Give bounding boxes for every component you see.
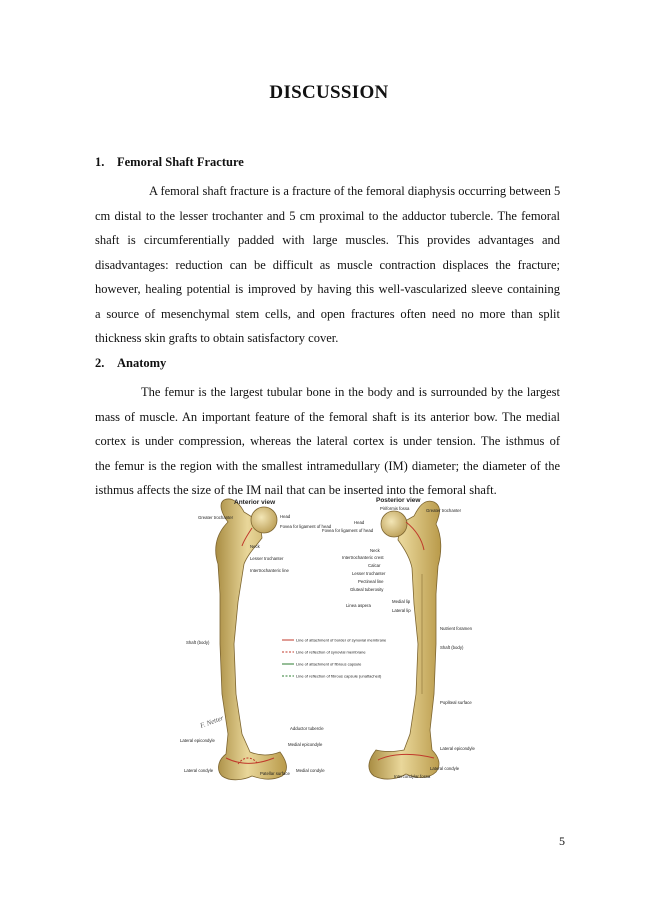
legend-item: Line of reflection of fibrous capsule (unattached)	[296, 673, 382, 679]
paragraph-line: The femur is the largest tubular bone in the body and is surrounded by the largest	[141, 385, 560, 399]
anterior-labels	[180, 514, 332, 776]
paragraph-line: thickness skin grafts to obtain satisfactory cover.	[95, 331, 339, 345]
label-lesser-trochanter-post: Lesser trochanter	[352, 571, 386, 576]
label-greater-trochanter: Greater trochanter	[198, 515, 234, 520]
label-shaft-post: Shaft (body)	[440, 645, 464, 650]
section-number: 2.	[95, 356, 105, 370]
label-medial-condyle: Medial condyle	[296, 768, 325, 773]
section-number: 1.	[95, 155, 105, 169]
label-head-post: Head	[354, 520, 365, 525]
label-linea-aspera: Linea aspera	[346, 603, 371, 608]
anterior-view-title: Anterior view	[234, 499, 276, 506]
legend-item: Line of reflection of synovial membrane	[296, 649, 366, 655]
label-lateral-condyle: Lateral condyle	[184, 768, 214, 773]
label-intercondylar-fossa: Intercondylar fossa	[394, 774, 431, 779]
label-nutrient-foramen: Nutrient foramen	[440, 626, 473, 631]
section-heading-anatomy	[95, 356, 166, 371]
label-lateral-lip: Lateral lip	[392, 608, 411, 613]
label-lateral-condyle-post: Lateral condyle	[430, 766, 460, 771]
anterior-femur	[216, 499, 287, 780]
paragraph-line: A femoral shaft fracture is a fracture of the femoral diaphysis occurring between 5	[149, 184, 561, 198]
label-greater-trochanter-post: Greater trochanter	[426, 508, 462, 513]
legend-item: Line of attachment of fibrous capsule	[296, 661, 362, 667]
label-patellar-surface: Patellar surface	[260, 771, 290, 776]
posterior-view-title: Posterior view	[376, 497, 421, 504]
label-head: Head	[280, 514, 291, 519]
label-lateral-epicondyle: Lateral epicondyle	[180, 738, 215, 743]
netter-signature: F. Netter	[198, 713, 225, 730]
section-heading-text: Femoral Shaft Fracture	[117, 155, 244, 169]
paragraph-line: cortex is under compression, whereas the lateral cortex is under tension. The isthmus of	[95, 434, 560, 448]
femur-illustration	[178, 494, 475, 786]
paragraph-line: disadvantages: reduction can be difficult as muscle contraction displaces the fracture;	[95, 257, 560, 272]
legend-item: Line of attachment of border of synovial membrane	[296, 637, 387, 643]
label-shaft: Shaft (body)	[186, 640, 210, 645]
section-heading-text: Anatomy	[117, 356, 167, 370]
paragraph-line: shaft is circumferentially padded with large muscles. This provides advantages and	[95, 233, 560, 247]
label-medial-epicondyle: Medial epicondyle	[288, 742, 323, 747]
label-neck-post: Neck	[370, 548, 380, 553]
label-neck: Neck	[250, 544, 260, 549]
paragraph-anatomy	[95, 380, 560, 503]
label-pectineal-line: Pectineal line	[358, 579, 384, 584]
label-medial-lip: Medial lip	[392, 599, 411, 604]
paragraph-line: however, healing potential is improved by having this well-vascularized sleeve containing	[95, 282, 560, 296]
paragraph-line: a source of mesenchymal stem cells, and open fractures often need no more than split	[95, 306, 560, 321]
section-heading-femoral-shaft-fracture	[95, 155, 244, 170]
paragraph-line: cm distal to the lesser trochanter and 5 cm proximal to the adductor tubercle. The femoral	[95, 208, 560, 223]
paragraph-femoral-shaft-fracture	[95, 179, 560, 351]
paragraph-line: mass of muscle. An important feature of the femoral shaft is its anterior bow. The medial	[95, 409, 560, 424]
label-intertrochanteric-line: Intertrochanteric line	[250, 568, 289, 573]
label-lesser-trochanter: Lesser trochanter	[250, 556, 284, 561]
label-fovea: Fovea for ligament of head	[280, 524, 332, 529]
label-lateral-epicondyle-post: Lateral epicondyle	[440, 746, 475, 751]
label-calcar: Calcar	[368, 563, 381, 568]
figure-legend	[282, 638, 387, 679]
label-adductor-tubercle: Adductor tubercle	[290, 726, 324, 731]
page-number: 5	[559, 834, 565, 848]
label-gluteal-tuberosity: Gluteal tuberosity	[350, 587, 384, 592]
label-piriformis-fossa: Piriformis fossa	[380, 506, 410, 511]
paragraph-line: the femur is the region with the smallest intramedullary (IM) diameter; the diameter of the	[95, 458, 560, 473]
page-title: DISCUSSION	[269, 82, 389, 103]
paragraph-line: isthmus affects the size of the IM nail that can be inserted into the femoral shaft.	[95, 483, 497, 497]
label-popliteal-surface: Popliteal surface	[440, 700, 472, 705]
label-fovea-post: Fovea for ligament of head	[322, 528, 374, 533]
label-intertrochanteric-crest: Intertrochanteric crest	[342, 555, 384, 560]
posterior-labels	[322, 506, 475, 779]
